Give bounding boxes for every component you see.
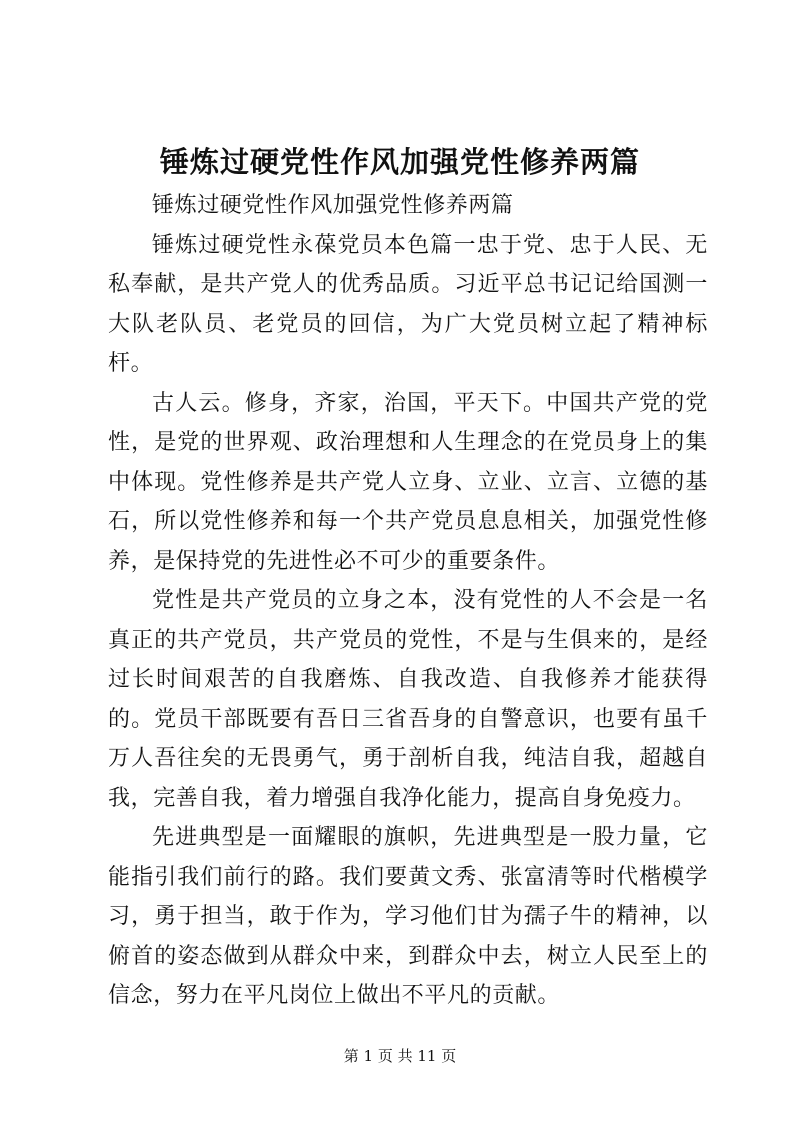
paragraph: 古人云。修身，齐家，治国，平天下。中国共产党的党性，是党的世界观、政治理想和人生理念的在党员身上的集中体现。党性修养是共产党人立身、立业、立言、立德的基石，所以党性修养和每一个共产党员息息相关，加强党性修养，是保持党的先进性必不可少的重要条件。 xyxy=(108,390,708,574)
paragraph: 锤炼过硬党性永葆党员本色篇一忠于党、忠于人民、无私奉献，是共产党人的优秀品质。习近平总书记记给国测一大队老队员、老党员的回信，为广大党员树立起了精神标杆。 xyxy=(108,232,708,376)
paragraph-subtitle: 锤炼过硬党性作风加强党性修养两篇 xyxy=(152,193,514,218)
paragraph: 先进典型是一面耀眼的旗帜，先进典型是一股力量，它能指引我们前行的路。我们要黄文秀、张富清等时代楷模学习，勇于担当，敢于作为，学习他们甘为孺子牛的精神，以俯首的姿态做到从群众中来，到群众中去，树立人民至上的信念，努力在平凡岗位上做出不平凡的贡献。 xyxy=(108,825,708,1008)
page-number-footer: 第 1 页 共 11 页 xyxy=(343,1047,457,1065)
document-body xyxy=(108,186,708,1016)
paragraph: 党性是共产党员的立身之本，没有党性的人不会是一名真正的共产党员，共产党员的党性，不是与生俱来的，是经过长时间艰苦的自我磨炼、自我改造、自我修养才能获得的。党员干部既要有吾日三省吾身的自警意识，也要有虽千万人吾往矣的无畏勇气，勇于剖析自我，纯洁自我，超越自我，完善自我，着力增强自我净化能力，提高自身免疫力。 xyxy=(108,588,708,811)
document-title: 锤炼过硬党性作风加强党性修养两篇 xyxy=(159,145,640,179)
